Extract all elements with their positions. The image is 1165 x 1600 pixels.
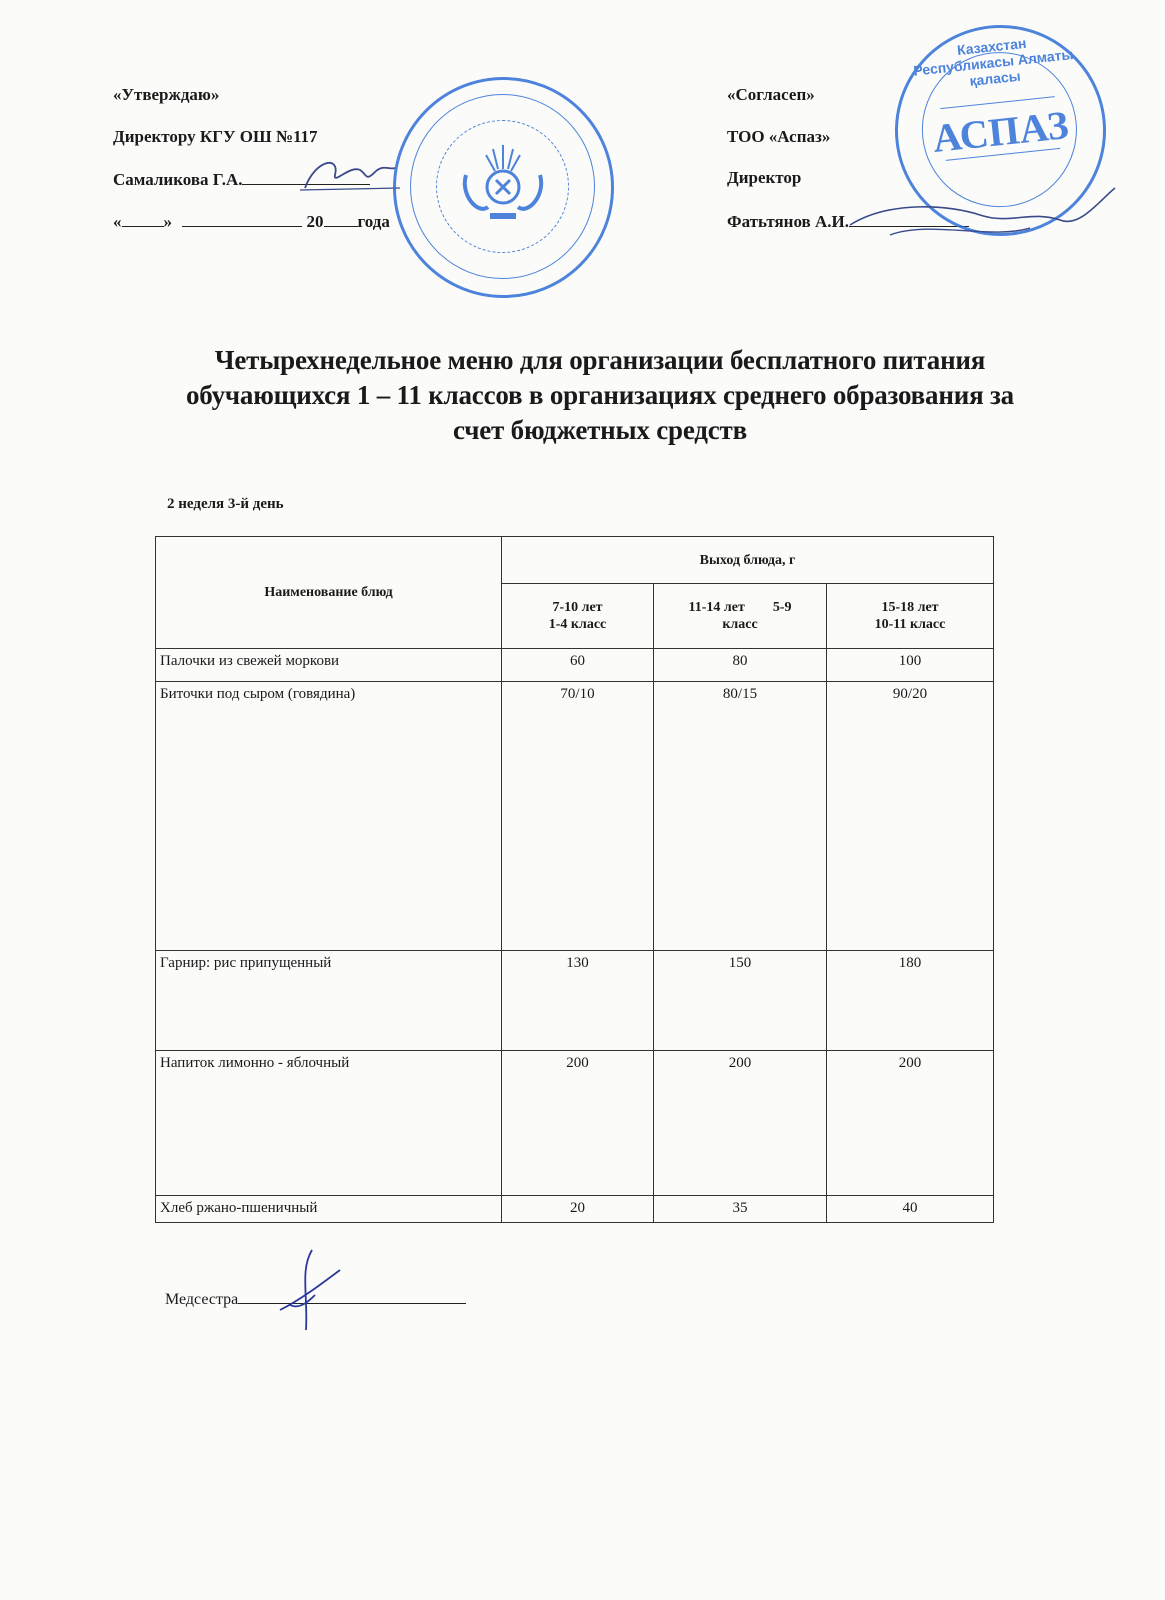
company-signature-icon (830, 180, 1120, 250)
portion-7-10: 200 (502, 1051, 654, 1196)
column-header-age-7-10: 7-10 лет 1-4 класс (502, 584, 654, 649)
dish-name: Палочки из свежей моркови (156, 649, 502, 682)
portion-11-14: 80/15 (654, 682, 827, 951)
day-blank (122, 210, 164, 227)
school-seal-icon (393, 77, 614, 298)
nurse-signature-line: Медсестра (165, 1287, 466, 1309)
year-blank (324, 210, 358, 227)
table-row (156, 649, 994, 682)
aspaz-seal-icon: Казахстан Республикасы Алматы қаласы АСПАЗ (885, 15, 1117, 247)
table-row (156, 951, 994, 1051)
dish-name: Гарнир: рис припущенный (156, 951, 502, 1051)
portion-11-14: 80 (654, 649, 827, 682)
portion-7-10: 130 (502, 951, 654, 1051)
portion-15-18: 40 (827, 1196, 994, 1223)
table-row (156, 1196, 994, 1223)
portion-7-10: 60 (502, 649, 654, 682)
dish-name: Биточки под сыром (говядина) (156, 682, 502, 951)
column-header-age-11-14: 11-14 лет 5-9 класс (654, 584, 827, 649)
approval-right-position: Директор (727, 168, 802, 187)
portion-15-18: 200 (827, 1051, 994, 1196)
column-header-portion-group: Выход блюда, г (502, 537, 994, 584)
approval-left-signatory: Самаликова Г.А. (113, 168, 370, 190)
nurse-signature-icon (270, 1245, 350, 1335)
column-header-dish-name: Наименование блюд (156, 537, 502, 649)
dish-name: Напиток лимонно - яблочный (156, 1051, 502, 1196)
approval-left-date: « » 20 года (113, 212, 390, 231)
portion-7-10: 20 (502, 1196, 654, 1223)
portion-11-14: 150 (654, 951, 827, 1051)
page-title: Четырехнедельное меню для организации бесплатного питания обучающихся 1 – 11 классов в организациях среднего образования за счет бюджетных средств (186, 345, 1014, 445)
dish-name: Хлеб ржано-пшеничный (156, 1196, 502, 1223)
approval-left-heading: «Утверждаю» (113, 85, 220, 104)
approval-right-heading: «Согласеп» (727, 85, 815, 104)
table-row (156, 682, 994, 951)
week-day-label: 2 неделя 3-й день (167, 496, 284, 512)
portion-11-14: 200 (654, 1051, 827, 1196)
portion-7-10: 70/10 (502, 682, 654, 951)
approval-right-signatory: Фатьтянов А.И. (727, 210, 969, 232)
approval-left-position: Директору КГУ ОШ №117 (113, 127, 318, 146)
director-signature-icon (295, 150, 405, 195)
column-header-age-15-18: 15-18 лет 10-11 класс (827, 584, 994, 649)
approval-right-company: ТОО «Аспаз» (727, 127, 831, 146)
month-blank (182, 210, 302, 227)
portion-15-18: 180 (827, 951, 994, 1051)
table-row (156, 1051, 994, 1196)
portion-15-18: 90/20 (827, 682, 994, 951)
portion-15-18: 100 (827, 649, 994, 682)
menu-table (155, 536, 994, 1223)
portion-11-14: 35 (654, 1196, 827, 1223)
